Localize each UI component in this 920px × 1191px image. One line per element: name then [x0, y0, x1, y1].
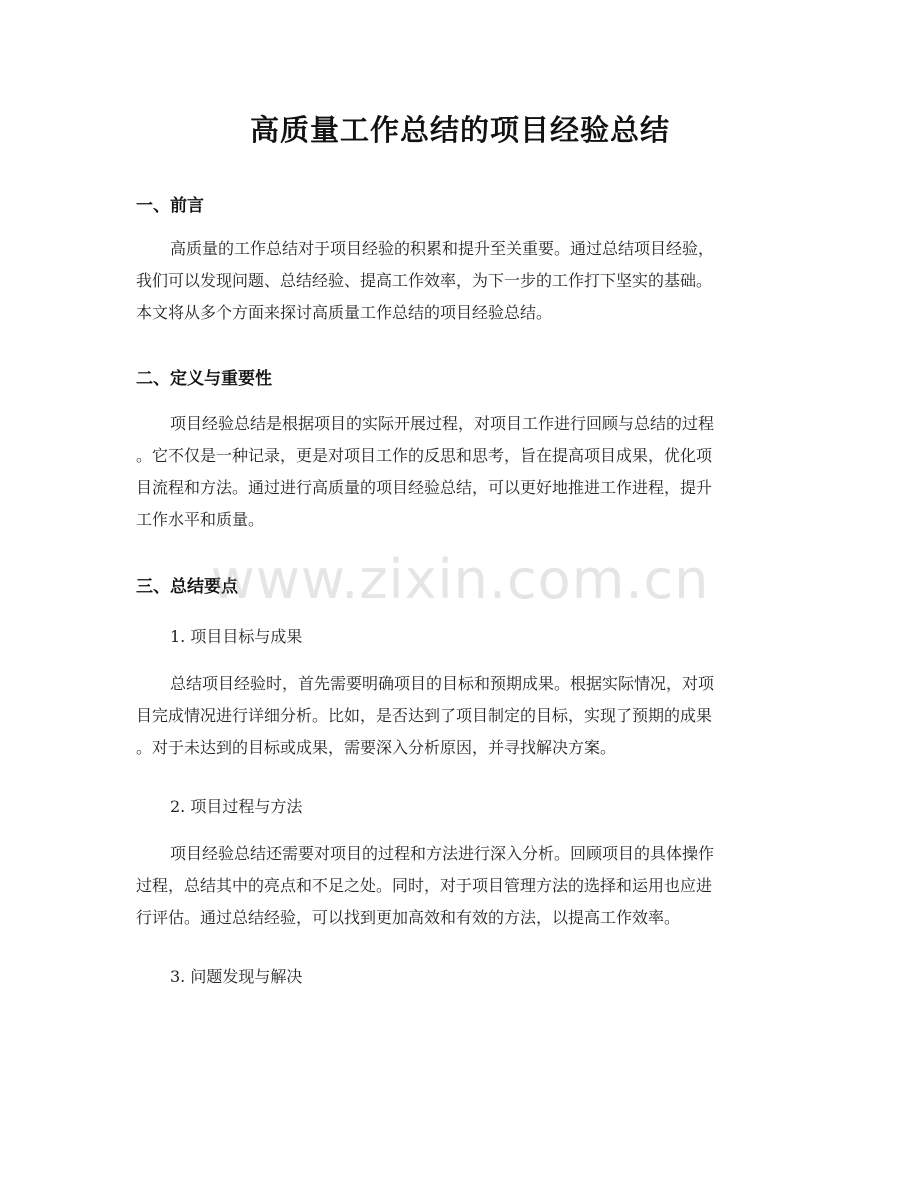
paragraph-line: 我们可以发现问题、总结经验、提高工作效率，为下一步的工作打下坚实的基础。: [136, 271, 713, 290]
paragraph-line: 目流程和方法。通过进行高质量的项目经验总结，可以更好地推进工作进程，提升: [136, 478, 713, 497]
paragraph-line: 过程，总结其中的亮点和不足之处。同时，对于项目管理方法的选择和运用也应进: [136, 876, 713, 895]
paragraph-line: 项目经验总结还需要对项目的过程和方法进行深入分析。回顾项目的具体操作: [170, 844, 715, 863]
paragraph-line: 。对于未达到的目标或成果，需要深入分析原因，并寻找解决方案。: [136, 738, 617, 757]
section-heading-key-points: 三、总结要点: [136, 577, 238, 597]
section-paragraph-preface: [136, 233, 784, 329]
paragraph-line: 工作水平和质量。: [136, 510, 265, 529]
subsection-paragraph-goals: [136, 668, 784, 764]
paragraph-line: 本文将从多个方面来探讨高质量工作总结的项目经验总结。: [136, 303, 553, 322]
paragraph-line: 总结项目经验时，首先需要明确项目的目标和预期成果。根据实际情况，对项: [170, 674, 715, 693]
subsection-label-process: 2. 项目过程与方法: [170, 797, 303, 816]
paragraph-line: 。它不仅是一种记录，更是对项目工作的反思和思考，旨在提高项目成果，优化项: [136, 446, 713, 465]
subsection-label-goals: 1. 项目目标与成果: [170, 627, 303, 646]
paragraph-line: 行评估。通过总结经验，可以找到更加高效和有效的方法，以提高工作效率。: [136, 908, 681, 927]
document-title: 高质量工作总结的项目经验总结: [249, 113, 670, 147]
subsection-label-problems: 3. 问题发现与解决: [170, 967, 303, 986]
section-heading-definition: 二、定义与重要性: [136, 369, 272, 389]
paragraph-line: 项目经验总结是根据项目的实际开展过程，对项目工作进行回顾与总结的过程: [170, 414, 715, 433]
section-heading-preface: 一、前言: [136, 196, 204, 216]
subsection-paragraph-process: [136, 838, 784, 934]
section-paragraph-definition: [136, 408, 784, 536]
watermark: www.zixin.com.cn: [210, 548, 710, 611]
paragraph-line: 目完成情况进行详细分析。比如，是否达到了项目制定的目标，实现了预期的成果: [136, 706, 713, 725]
paragraph-line: 高质量的工作总结对于项目经验的积累和提升至关重要。通过总结项目经验，: [170, 239, 715, 258]
